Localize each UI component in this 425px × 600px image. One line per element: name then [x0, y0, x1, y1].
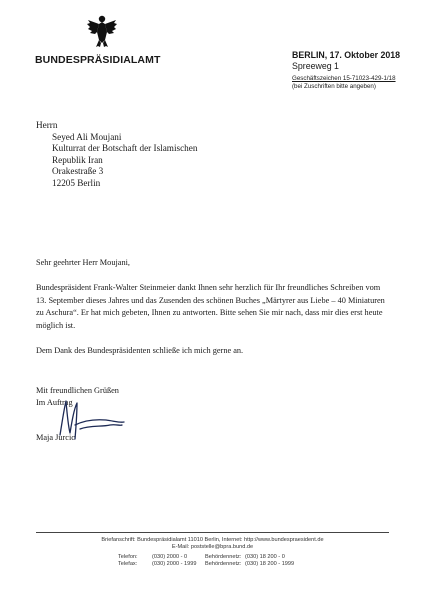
- agency-fax-label: Behördennetz:: [205, 561, 242, 567]
- reference-block: [292, 75, 400, 91]
- footer-divider: [36, 532, 389, 533]
- agency-fax-number: (030) 18 200 - 1999: [245, 561, 295, 567]
- phone-label: Telefon:: [118, 554, 138, 560]
- recipient-salutation: Herrn: [36, 120, 58, 130]
- closing-authority: Im Auftrag: [36, 398, 73, 407]
- fax-number: (030) 2000 - 1999: [152, 561, 197, 567]
- footer-agency-network-block: [205, 554, 301, 568]
- fax-label: Telefax:: [118, 561, 138, 567]
- letter-body: [36, 257, 386, 370]
- reference-note: (bei Zuschriften bitte angeben): [292, 83, 376, 90]
- footer-address: Briefanschrift: Bundespräsidialamt 11010 Berlin, Internet: http://www.bundespraesident.de: [101, 537, 324, 543]
- reference-number: Geschäftszeichen 15-71023-429-1/18: [292, 75, 396, 82]
- recipient-name: Seyed Ali Moujani: [52, 131, 122, 142]
- body-paragraph-2: Dem Dank des Bundespräsidenten schließe ich mich gerne an.: [36, 346, 244, 356]
- footer-address-block: [0, 537, 425, 551]
- recipient-country: Republik Iran: [52, 154, 103, 165]
- letter-header-info: [292, 50, 400, 91]
- agency-phone-label: Behördennetz:: [205, 554, 242, 560]
- organization-name: BUNDESPRÄSIDIALAMT: [35, 54, 161, 66]
- greeting: Sehr geehrter Herr Moujani,: [36, 258, 130, 267]
- office-street: Spreeweg 1: [292, 61, 339, 71]
- city-date: BERLIN, 17. Oktober 2018: [292, 50, 401, 60]
- federal-eagle-icon: [86, 14, 118, 48]
- footer-email: E-Mail: poststelle@bpra.bund.de: [171, 544, 254, 550]
- body-paragraph-1: Bundespräsident Frank-Walter Steinmeier dankt Ihnen sehr herzlich für Ihr freundliches Schreiben vom 13. September dieses Jahres und das Zusenden des schönen Buches „Märtyrer aus Liebe – 40 Miniaturen zu Aschura“. Er hat mich gebeten, Ihnen zu antworten. Bitte sehen Sie mir nach, dass mir dies erst heute möglich ist.: [36, 283, 385, 330]
- recipient-organization: Kulturrat der Botschaft der Islamischen: [52, 143, 198, 154]
- recipient-city: 12205 Berlin: [52, 177, 101, 188]
- footer-phone-block: [118, 554, 208, 568]
- closing-greeting: Mit freundlichen Grüßen: [36, 386, 119, 395]
- phone-number: (030) 2000 - 0: [152, 554, 188, 560]
- signer-name: Maja Jurcic: [36, 433, 75, 442]
- recipient-address: [36, 120, 197, 190]
- agency-phone-number: (030) 18 200 - 0: [245, 554, 285, 560]
- recipient-street: Orakestraße 3: [52, 166, 104, 177]
